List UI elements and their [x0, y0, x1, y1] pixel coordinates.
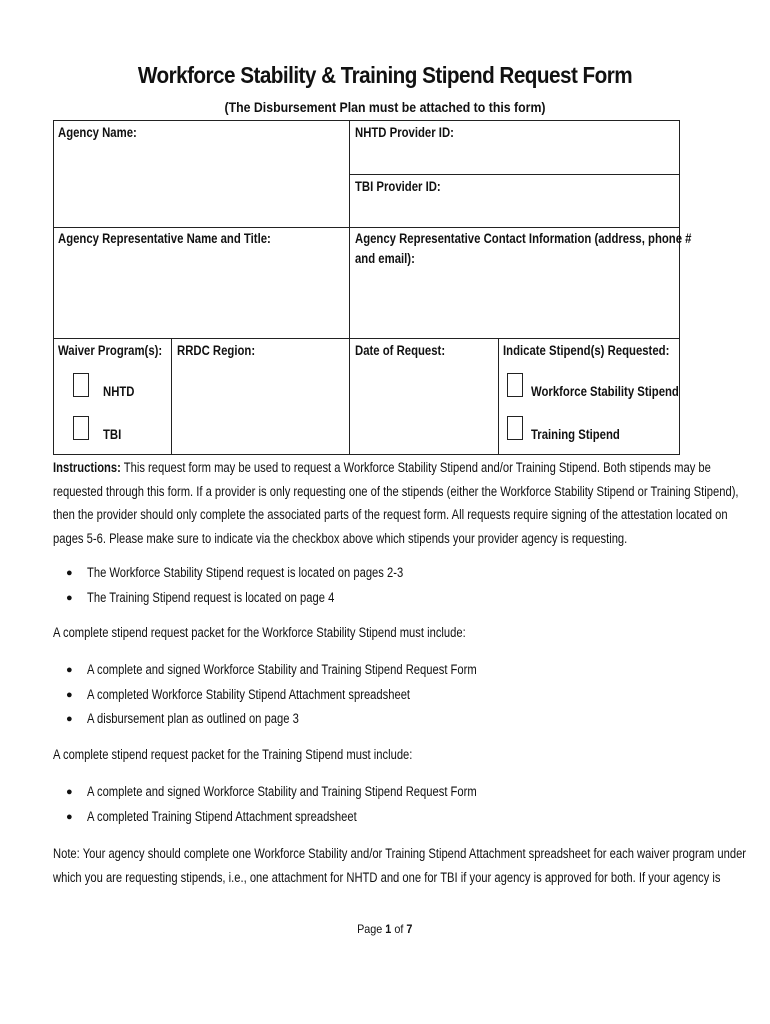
nhtd-option-label: NHTD [103, 384, 135, 399]
list-item: ● The Training Stipend request is located on page 4 [66, 589, 335, 605]
stipends-requested-label: Indicate Stipend(s) Requested: [503, 343, 670, 358]
instructions-line-1: This request form may be used to request a Workforce Stability Stipend and/or Training Stipend. Both stipends may be [120, 460, 711, 475]
page-title: Workforce Stability & Training Stipend Request Form [137, 62, 633, 88]
wss-packet-list [66, 658, 557, 732]
rep-name-label: Agency Representative Name and Title: [58, 231, 271, 246]
page-subtitle: (The Disbursement Plan must be attached to this form) [224, 99, 546, 115]
list-item: ● A disbursement plan as outlined on page 3 [66, 711, 299, 726]
workforce-stability-stipend-checkbox[interactable] [507, 373, 523, 397]
list-item: ● The Workforce Stability Stipend request is located on pages 2-3 [66, 565, 404, 580]
date-of-request-label: Date of Request: [355, 343, 446, 358]
workforce-stability-stipend-option-label: Workforce Stability Stipend [531, 384, 679, 399]
list-item: ● A completed Training Stipend Attachment spreadsheet [66, 808, 357, 824]
nhtd-provider-id-label: NHTD Provider ID: [355, 125, 454, 140]
tbi-option-label: TBI [103, 427, 122, 442]
training-stipend-option-label: Training Stipend [531, 427, 620, 442]
list-item: ● A complete and signed Workforce Stability and Training Stipend Request Form [66, 784, 477, 799]
stipend-location-list [66, 561, 468, 610]
tbi-checkbox[interactable] [73, 416, 89, 440]
instructions-paragraph [53, 456, 739, 550]
instructions-lead: Instructions: [53, 460, 121, 475]
wss-packet-intro: A complete stipend request packet for the Workforce Stability Stipend must include: [53, 625, 466, 640]
rrdc-region-label: RRDC Region: [177, 343, 256, 358]
ts-packet-intro: A complete stipend request packet for the Training Stipend must include: [53, 747, 413, 762]
nhtd-checkbox[interactable] [73, 373, 89, 397]
training-stipend-checkbox[interactable] [507, 416, 523, 440]
instructions-line-4: pages 5-6. Please make sure to indicate via the checkbox above which stipends your provider agency is requesting. [53, 530, 628, 546]
instructions-line-2: requested through this form. If a provider is only requesting one of the stipends (either the Workforce Stability Stipend or Training Stipend), [53, 483, 739, 499]
page-number: Page 1 of 7 [357, 922, 413, 936]
note-paragraph: Note: Your agency should complete one Workforce Stability and/or Training Stipend Attachment spreadsheet for each waiver program under which you are requesting stipends, i.e., one attachment for NHTD and one for TBI if your agency is approved for both. If your agency is [53, 846, 747, 885]
list-item: ● A completed Workforce Stability Stipend Attachment spreadsheet [66, 686, 411, 702]
ts-packet-list [66, 780, 557, 829]
rep-contact-label: Agency Representative Contact Information (address, phone # and email): [355, 231, 692, 266]
list-item: ● A complete and signed Workforce Stability and Training Stipend Request Form [66, 662, 477, 677]
tbi-provider-id-label: TBI Provider ID: [355, 179, 441, 194]
agency-name-label: Agency Name: [58, 125, 137, 140]
waiver-programs-label: Waiver Program(s): [58, 343, 163, 358]
instructions-line-3: then the provider should only complete the associated parts of the request form. All requests require signing of the attestation located on [53, 507, 728, 522]
